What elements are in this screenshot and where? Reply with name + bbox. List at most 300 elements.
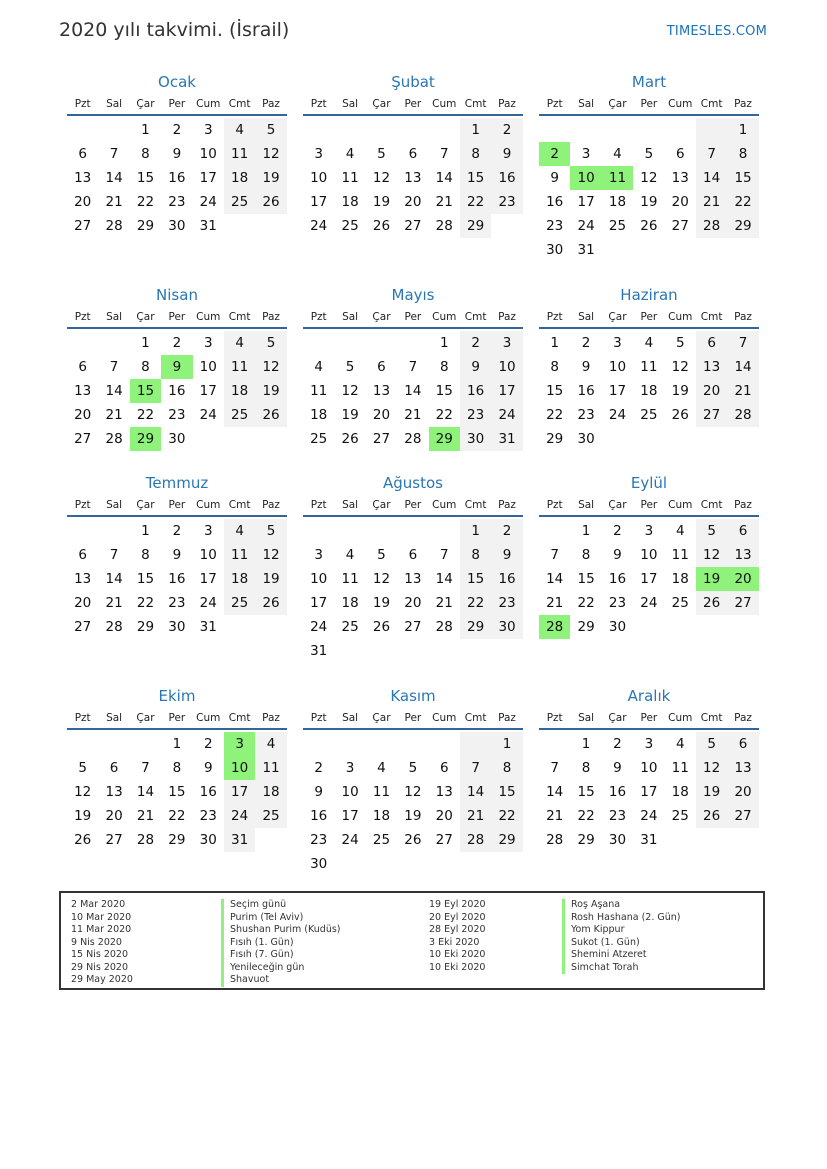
day-cell: 19: [255, 166, 286, 190]
weekday-header: [67, 495, 287, 517]
day-cell: 3: [644, 736, 654, 752]
day-cell: 30: [546, 242, 564, 258]
weekday-header: [67, 307, 287, 329]
day-cell: 1: [141, 335, 150, 351]
weekday-label: Pzt: [546, 499, 563, 511]
legend-holiday-name: Purim (Tel Aviv): [221, 912, 341, 925]
day-cell: 30: [491, 615, 522, 639]
day-cell: 19: [74, 808, 92, 824]
empty-cell: [67, 118, 98, 142]
empty-cell: [98, 519, 129, 543]
day-cell: 20: [435, 808, 453, 824]
day-cell: 5: [675, 335, 685, 351]
day-cell: 14: [404, 383, 422, 399]
holiday-day: 20: [727, 567, 758, 591]
day-cell: 7: [408, 359, 418, 375]
day-cell: 27: [727, 804, 758, 828]
month-name: Ağustos: [383, 474, 443, 492]
day-cell: 13: [74, 383, 92, 399]
day-cell: 13: [727, 756, 758, 780]
month-block: [67, 684, 287, 852]
empty-cell: [224, 214, 255, 238]
day-cell: 17: [199, 383, 217, 399]
day-cell: 20: [74, 194, 92, 210]
empty-cell: [633, 427, 664, 451]
day-cell: 23: [168, 407, 186, 423]
empty-cell: [303, 118, 334, 142]
day-cell: 1: [141, 523, 150, 539]
legend-holiday-name: Shemini Atzeret: [562, 949, 681, 962]
day-cell: 16: [491, 166, 522, 190]
day-cell: 26: [696, 804, 727, 828]
day-cell: 13: [74, 571, 92, 587]
day-cell: 27: [105, 832, 123, 848]
holiday-day: 19: [696, 567, 727, 591]
day-cell: 25: [310, 431, 328, 447]
day-cell: 15: [460, 166, 491, 190]
empty-cell: [602, 427, 633, 451]
day-cell: 15: [577, 571, 595, 587]
day-cell: 7: [727, 331, 758, 355]
day-cell: 27: [404, 218, 422, 234]
day-cell: 16: [577, 383, 595, 399]
day-cell: 17: [491, 379, 522, 403]
weekday-label: Paz: [262, 499, 280, 511]
weekday-label: Çar: [372, 712, 391, 724]
weekday-label: Per: [404, 98, 422, 110]
weekday-label: Paz: [498, 712, 516, 724]
weekday-label: Sal: [342, 499, 359, 511]
day-cell: 14: [727, 355, 758, 379]
legend-holiday-name: Shushan Purim (Kudüs): [221, 924, 341, 937]
day-cell: 13: [105, 784, 123, 800]
day-cell: 25: [671, 808, 689, 824]
empty-cell: [460, 732, 491, 756]
holiday-day: 29: [130, 427, 161, 451]
day-cell: 11: [224, 543, 255, 567]
day-cell: 7: [696, 142, 727, 166]
empty-cell: [397, 118, 428, 142]
day-cell: 30: [168, 218, 186, 234]
day-cell: 19: [671, 383, 689, 399]
day-cell: 28: [546, 832, 564, 848]
weekday-label: Cmt: [464, 98, 487, 110]
day-cell: 2: [172, 335, 182, 351]
day-cell: 12: [372, 571, 391, 587]
empty-cell: [665, 615, 696, 639]
day-cell: 21: [696, 190, 727, 214]
day-cell: 10: [199, 359, 217, 375]
day-cell: 6: [78, 146, 87, 162]
weekday-label: Çar: [372, 311, 391, 323]
day-cell: 2: [203, 736, 213, 752]
weekday-header: [303, 495, 523, 517]
day-cell: 11: [671, 760, 689, 776]
day-cell: 24: [341, 832, 359, 848]
day-cell: 30: [168, 431, 186, 447]
day-cell: 23: [608, 595, 627, 611]
day-cell: 1: [581, 736, 591, 752]
day-cell: 25: [255, 804, 286, 828]
day-cell: 9: [491, 142, 522, 166]
day-cell: 17: [640, 571, 658, 587]
weekday-label: Çar: [136, 311, 155, 323]
day-cell: 27: [435, 832, 453, 848]
empty-cell: [696, 828, 727, 852]
day-cell: 8: [172, 760, 182, 776]
weekday-label: Per: [404, 712, 422, 724]
day-cell: 10: [310, 170, 328, 186]
day-cell: 29: [136, 218, 155, 234]
weekday-label: Paz: [734, 311, 752, 323]
day-cell: 27: [74, 218, 92, 234]
empty-cell: [98, 331, 129, 355]
day-cell: 3: [314, 146, 323, 162]
day-cell: 25: [341, 619, 359, 635]
day-cell: 26: [255, 403, 286, 427]
day-cell: 11: [372, 784, 391, 800]
day-cell: 20: [372, 407, 391, 423]
day-cell: 14: [105, 383, 123, 399]
day-cell: 16: [168, 170, 186, 186]
empty-cell: [539, 118, 570, 142]
day-cell: 14: [546, 784, 564, 800]
weekday-label: Sal: [342, 98, 359, 110]
day-cell: 9: [550, 170, 559, 186]
day-cell: 7: [109, 146, 119, 162]
empty-cell: [334, 732, 365, 756]
day-cell: 22: [168, 808, 186, 824]
day-cell: 26: [341, 431, 359, 447]
day-cell: 22: [136, 595, 155, 611]
month-block: [539, 283, 759, 451]
day-cell: 30: [608, 619, 627, 635]
day-cell: 23: [491, 591, 522, 615]
weekday-label: Paz: [734, 499, 752, 511]
day-cell: 24: [199, 407, 217, 423]
weekday-label: Pzt: [310, 712, 327, 724]
empty-cell: [193, 427, 224, 451]
weekday-label: Çar: [608, 499, 627, 511]
weekday-label: Cmt: [228, 499, 251, 511]
empty-cell: [334, 639, 365, 663]
day-cell: 29: [168, 832, 186, 848]
weekday-label: Pzt: [310, 499, 327, 511]
weekday-label: Cum: [432, 98, 457, 110]
day-cell: 31: [577, 242, 595, 258]
empty-cell: [491, 214, 522, 238]
day-cell: 23: [168, 595, 186, 611]
weekday-label: Paz: [498, 499, 516, 511]
day-cell: 27: [671, 218, 689, 234]
day-cell: 5: [408, 760, 418, 776]
month-block: [67, 471, 287, 639]
day-cell: 20: [727, 780, 758, 804]
day-cell: 1: [460, 519, 491, 543]
day-cell: 11: [341, 571, 359, 587]
day-cell: 21: [546, 808, 564, 824]
day-cell: 10: [199, 146, 217, 162]
day-cell: 15: [168, 784, 186, 800]
empty-cell: [491, 852, 522, 876]
legend-holiday-name: Yenileceğin gün: [221, 962, 341, 975]
month-name: Ekim: [158, 687, 196, 705]
day-cell: 10: [640, 547, 658, 563]
day-cell: 26: [640, 218, 658, 234]
day-cell: 9: [203, 760, 213, 776]
weekday-header: [67, 708, 287, 730]
empty-cell: [696, 615, 727, 639]
empty-cell: [460, 852, 491, 876]
day-cell: 30: [310, 856, 328, 872]
weekday-label: Per: [404, 311, 422, 323]
day-cell: 24: [491, 403, 522, 427]
day-cell: 16: [546, 194, 564, 210]
day-cell: 6: [408, 146, 418, 162]
day-cell: 18: [255, 780, 286, 804]
day-cell: 15: [546, 383, 564, 399]
legend-date: 11 Mar 2020: [71, 924, 132, 935]
empty-cell: [429, 852, 460, 876]
day-cell: 16: [608, 784, 627, 800]
month-name: Şubat: [391, 73, 435, 91]
weekday-header: [539, 708, 759, 730]
day-cell: 6: [408, 547, 418, 563]
legend-date: 29 May 2020: [71, 974, 133, 985]
legend-holiday-name: Rosh Hashana (2. Gün): [562, 912, 681, 925]
empty-cell: [696, 238, 727, 262]
empty-cell: [366, 732, 397, 756]
weekday-label: Cum: [668, 499, 693, 511]
day-cell: 21: [136, 808, 155, 824]
month-block: [539, 471, 759, 639]
day-cell: 31: [199, 619, 217, 635]
day-cell: 14: [105, 571, 123, 587]
day-cell: 4: [255, 732, 286, 756]
day-cell: 26: [671, 407, 689, 423]
day-cell: 17: [640, 784, 658, 800]
day-cell: 19: [341, 407, 359, 423]
day-cell: 16: [310, 808, 328, 824]
day-cell: 23: [608, 808, 627, 824]
day-cell: 11: [640, 359, 658, 375]
day-cell: 31: [640, 832, 658, 848]
month-block: [67, 70, 287, 238]
day-cell: 19: [255, 379, 286, 403]
legend-holiday-name: Roş Aşana: [562, 899, 681, 912]
day-cell: 15: [491, 780, 522, 804]
day-cell: 23: [546, 218, 564, 234]
day-cell: 15: [577, 784, 595, 800]
day-grid: [303, 331, 523, 451]
day-cell: 18: [671, 784, 689, 800]
day-cell: 6: [439, 760, 449, 776]
weekday-header: [539, 307, 759, 329]
day-cell: 9: [491, 543, 522, 567]
weekday-label: Sal: [106, 499, 123, 511]
empty-cell: [366, 852, 397, 876]
day-cell: 4: [224, 118, 255, 142]
day-cell: 24: [310, 218, 328, 234]
day-cell: 4: [675, 736, 685, 752]
day-cell: 26: [404, 832, 422, 848]
month-name: Aralık: [627, 687, 671, 705]
day-cell: 22: [136, 194, 155, 210]
day-cell: 18: [224, 567, 255, 591]
day-cell: 21: [105, 595, 123, 611]
weekday-label: Cmt: [700, 712, 723, 724]
day-cell: 6: [377, 359, 386, 375]
month-name: Mayıs: [391, 286, 435, 304]
empty-cell: [491, 639, 522, 663]
day-cell: 28: [105, 431, 123, 447]
day-cell: 25: [224, 190, 255, 214]
weekday-label: Cum: [432, 712, 457, 724]
day-cell: 14: [435, 170, 453, 186]
day-cell: 25: [341, 218, 359, 234]
day-cell: 23: [460, 403, 491, 427]
day-cell: 13: [671, 170, 689, 186]
day-cell: 26: [74, 832, 92, 848]
empty-cell: [303, 519, 334, 543]
day-cell: 3: [345, 760, 355, 776]
weekday-label: Sal: [578, 98, 595, 110]
day-grid: [539, 519, 759, 639]
day-cell: 19: [640, 194, 658, 210]
month-name: Ocak: [158, 73, 196, 91]
day-cell: 29: [577, 619, 595, 635]
empty-cell: [633, 118, 664, 142]
day-cell: 9: [314, 784, 323, 800]
weekday-label: Sal: [106, 98, 123, 110]
weekday-label: Per: [404, 499, 422, 511]
weekday-label: Çar: [136, 98, 155, 110]
day-cell: 20: [696, 379, 727, 403]
day-cell: 7: [550, 547, 559, 563]
day-cell: 21: [404, 407, 422, 423]
day-cell: 28: [460, 828, 491, 852]
day-cell: 4: [314, 359, 323, 375]
empty-cell: [303, 732, 334, 756]
day-cell: 5: [345, 359, 355, 375]
weekday-label: Çar: [372, 98, 391, 110]
day-cell: 22: [577, 595, 595, 611]
day-cell: 13: [727, 543, 758, 567]
empty-cell: [98, 118, 129, 142]
empty-cell: [633, 238, 664, 262]
day-cell: 14: [546, 571, 564, 587]
empty-cell: [366, 519, 397, 543]
day-cell: 2: [172, 523, 182, 539]
legend-date: 29 Nis 2020: [71, 961, 128, 973]
empty-cell: [224, 615, 255, 639]
day-cell: 6: [696, 331, 727, 355]
day-cell: 20: [671, 194, 689, 210]
empty-cell: [665, 238, 696, 262]
day-cell: 7: [439, 146, 449, 162]
weekday-label: Paz: [262, 98, 280, 110]
legend-dates-left: [71, 899, 133, 987]
holiday-day: 10: [570, 166, 601, 190]
empty-cell: [397, 852, 428, 876]
weekday-label: Per: [640, 499, 658, 511]
empty-cell: [397, 639, 428, 663]
day-cell: 23: [199, 808, 217, 824]
day-cell: 3: [203, 523, 213, 539]
weekday-label: Cmt: [700, 98, 723, 110]
month-block: [303, 70, 523, 238]
day-cell: 21: [546, 595, 564, 611]
day-cell: 3: [314, 547, 323, 563]
day-cell: 5: [696, 519, 727, 543]
weekday-label: Cum: [432, 499, 457, 511]
weekday-label: Sal: [342, 311, 359, 323]
day-cell: 21: [105, 194, 123, 210]
day-cell: 8: [141, 359, 150, 375]
day-cell: 18: [640, 383, 658, 399]
weekday-label: Paz: [498, 98, 516, 110]
day-cell: 5: [255, 519, 286, 543]
legend-holiday-name: Fısıh (7. Gün): [221, 949, 341, 962]
weekday-label: Sal: [578, 499, 595, 511]
legend-date: 9 Nis 2020: [71, 936, 122, 948]
day-cell: 7: [550, 760, 559, 776]
empty-cell: [366, 331, 397, 355]
day-cell: 22: [491, 804, 522, 828]
day-cell: 6: [727, 732, 758, 756]
day-cell: 4: [675, 523, 685, 539]
day-cell: 8: [581, 760, 591, 776]
weekday-label: Cmt: [228, 311, 251, 323]
empty-cell: [696, 118, 727, 142]
day-cell: 2: [460, 331, 491, 355]
empty-cell: [366, 118, 397, 142]
day-cell: 1: [141, 122, 150, 138]
empty-cell: [539, 519, 570, 543]
day-grid: [539, 118, 759, 262]
weekday-header: [303, 307, 523, 329]
day-cell: 15: [435, 383, 453, 399]
day-cell: 26: [696, 591, 727, 615]
day-cell: 12: [341, 383, 359, 399]
day-cell: 28: [404, 431, 422, 447]
site-link[interactable]: TIMESLES.COM: [666, 24, 767, 39]
weekday-label: Çar: [136, 499, 155, 511]
day-cell: 13: [404, 170, 422, 186]
day-cell: 21: [460, 804, 491, 828]
day-cell: 24: [199, 194, 217, 210]
holiday-day: 2: [539, 142, 570, 166]
day-cell: 6: [727, 519, 758, 543]
day-cell: 4: [345, 146, 355, 162]
weekday-label: Sal: [106, 311, 123, 323]
day-cell: 5: [78, 760, 87, 776]
day-cell: 19: [404, 808, 422, 824]
day-cell: 6: [675, 146, 685, 162]
day-cell: 17: [310, 194, 328, 210]
empty-cell: [633, 615, 664, 639]
day-grid: [303, 118, 523, 238]
day-cell: 1: [439, 335, 449, 351]
empty-cell: [602, 238, 633, 262]
day-cell: 22: [577, 808, 595, 824]
day-cell: 5: [696, 732, 727, 756]
weekday-label: Pzt: [74, 98, 91, 110]
empty-cell: [727, 427, 758, 451]
day-cell: 4: [377, 760, 386, 776]
empty-cell: [727, 238, 758, 262]
weekday-label: Sal: [578, 712, 595, 724]
